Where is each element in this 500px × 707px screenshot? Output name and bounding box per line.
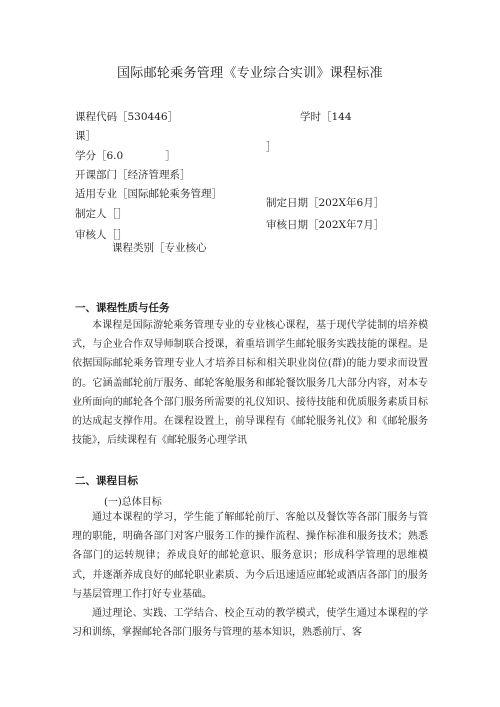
hours-line2: ］: [266, 141, 277, 153]
department: 开课部门［经济管理系］: [75, 169, 191, 181]
page-title: 国际邮轮乘务管理《专业综合实训》课程标准: [116, 66, 383, 81]
major: 适用专业［国际邮轮乘务管理］: [75, 188, 222, 200]
review-date: 审核日期［202X年7月］: [266, 219, 385, 231]
section-2-subheading: (一)总体目标: [104, 497, 162, 508]
course-code-line2: 课］: [75, 130, 96, 142]
made-date: 制定日期［202X年6月］: [266, 197, 385, 209]
credits: 学分［6.0 ］: [75, 150, 176, 162]
reviewer: 审核人［］: [75, 229, 128, 241]
section-2-paragraph-1: 通过本课程的学习，学生能了解邮轮前厅、客舱以及餐饮等各部门服务与管理的职能，明确各部门对客户服务工作的操作流程、操作标准和服务技术；熟悉各部门的运转规律；养成良好的邮轮意识、服务意识；形成科学管理的思维模式，并逐渐养成良好的邮轮职业素质、为今后迅速适应邮轮或酒店各部门的服务与基层管理工作打好专业基础。: [72, 512, 428, 600]
course-code-line1: 课程代码［530446］: [75, 111, 179, 123]
author: 制定人［］: [75, 208, 128, 220]
section-1-paragraph: 本课程是国际游轮乘务管理专业的专业核心课程，基于现代学徒制的培养模式，与企业合作双导师制联合授课，着重培训学生邮轮服务实践技能的课程。是依据国际邮轮乘务管理专业人才培养目标和相关职业岗位(群)的能力要求而设置的。它涵盖邮轮前厅服务、邮轮客舱服务和邮轮餐饮服务几大部分内容，对本专业所面向的邮轮各个部门服务所需要的礼仪知识、接待技能和优质服务素质目标的达成起支撑作用。在课程设置上，前导课程有《邮轮服务礼仪》和《邮轮服务技能》，后续课程有《邮轮服务心理学讯: [72, 320, 428, 447]
section-2-heading: 二、课程目标: [75, 475, 138, 487]
hours-line1: 学时［144: [300, 111, 352, 123]
section-2-paragraph-2: 通过理论、实践、工学结合、校企互动的教学模式，使学生通过本课程的学习和训练，掌握邮轮各部门服务与管理的基本知识，熟悉前厅、客: [72, 608, 428, 639]
course-category: 课程类别［专业核心: [112, 242, 207, 254]
section-1-heading: 一、课程性质与任务: [75, 302, 170, 314]
